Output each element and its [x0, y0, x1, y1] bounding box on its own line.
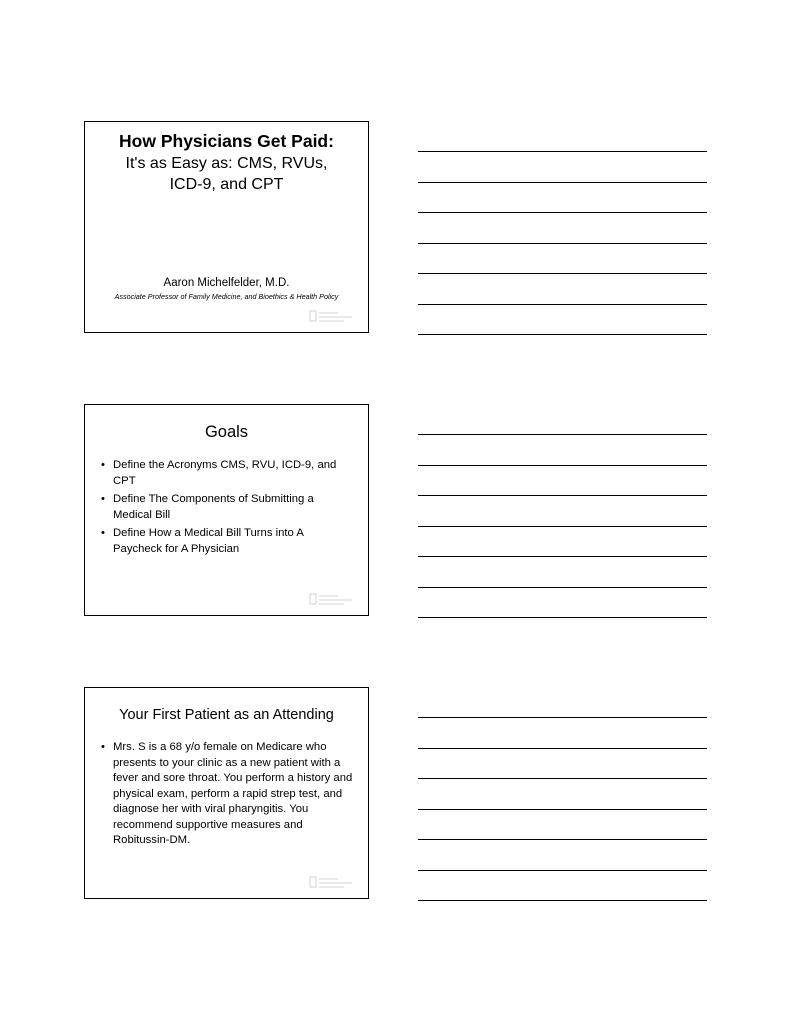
note-line: [418, 870, 707, 871]
note-line: [418, 304, 707, 305]
university-logo-icon: [308, 874, 356, 892]
note-line: [418, 273, 707, 274]
slide-3-heading: Your First Patient as an Attending: [119, 707, 334, 723]
list-item: [100, 740, 355, 849]
slide-1-author: Aaron Michelfelder, M.D.: [163, 277, 290, 289]
note-line: [418, 587, 707, 588]
note-line: [418, 334, 707, 335]
slide-1-subtitle-line-2: ICD-9, and CPT: [169, 176, 284, 193]
bullet-icon: •: [101, 459, 105, 471]
slide-1-subtitle-line-1: It's as Easy as: CMS, RVUs,: [125, 155, 328, 172]
slide-1-heading: How Physicians Get Paid:: [119, 131, 334, 151]
list-item: [100, 492, 355, 523]
bullet-icon: •: [101, 741, 105, 753]
note-line: [418, 151, 707, 152]
slide-1-affiliation: Associate Professor of Family Medicine, and Bioethics & Health Policy: [114, 292, 339, 301]
note-line: [418, 617, 707, 618]
note-line: [418, 495, 707, 496]
university-logo-icon: [308, 308, 356, 326]
note-line: [418, 465, 707, 466]
bullet-text: Define the Acronyms CMS, RVU, ICD-9, and CPT: [113, 459, 337, 487]
note-line: [418, 526, 707, 527]
patient-bullet-list: [100, 740, 355, 852]
slide-1-subtitle: [85, 153, 368, 195]
note-line: [418, 717, 707, 718]
bullet-text: Define The Components of Submitting a Medical Bill: [113, 493, 314, 521]
note-line: [418, 434, 707, 435]
bullet-icon: •: [101, 493, 105, 505]
note-line: [418, 212, 707, 213]
slide-2-heading: Goals: [204, 423, 249, 441]
note-line: [418, 778, 707, 779]
bullet-icon: •: [101, 527, 105, 539]
list-item: [100, 526, 355, 557]
note-line: [418, 243, 707, 244]
note-line: [418, 556, 707, 557]
bullet-text: Mrs. S is a 68 y/o female on Medicare who presents to your clinic as a new patient with a fever and sore throat. You perform a history and physical exam, perform a rapid strep test, and diagnose her with viral pharyngitis. You recommend supportive measures and Robitussin-DM.: [113, 741, 353, 846]
list-item: [100, 458, 355, 489]
university-logo-icon: [308, 591, 356, 609]
note-line: [418, 748, 707, 749]
note-line: [418, 182, 707, 183]
slide-2-goals: [84, 404, 369, 616]
bullet-text: Define How a Medical Bill Turns into A Paycheck for A Physician: [113, 527, 304, 555]
slide-1-title: [84, 121, 369, 333]
goals-bullet-list: [100, 458, 355, 560]
note-line: [418, 900, 707, 901]
note-line: [418, 839, 707, 840]
note-line: [418, 809, 707, 810]
slide-3-first-patient: [84, 687, 369, 899]
